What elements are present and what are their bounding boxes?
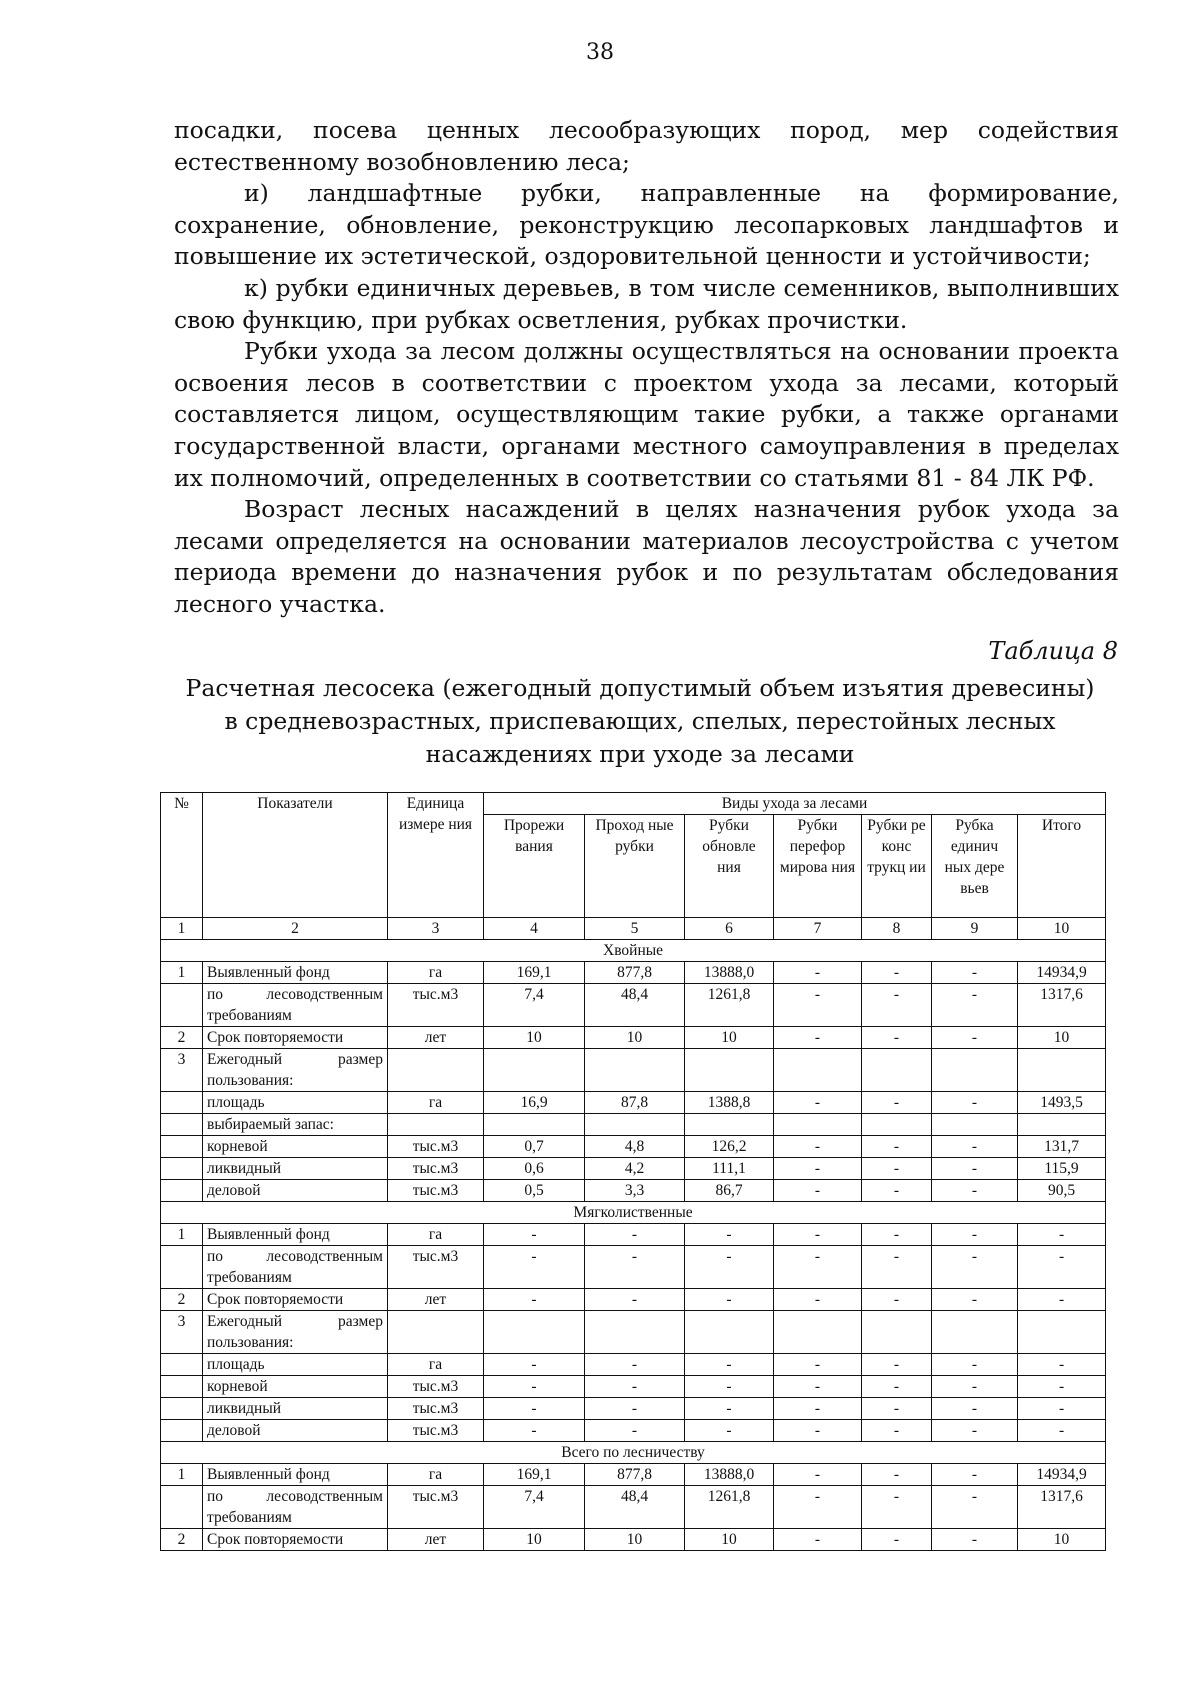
row-reformation: - [774, 1398, 862, 1420]
row-total: 1317,6 [1018, 1486, 1106, 1529]
row-single-trees [932, 1311, 1018, 1354]
row-passage [585, 1049, 685, 1092]
row-reformation: - [774, 1027, 862, 1049]
row-renewal: 13888,0 [685, 1464, 774, 1486]
row-thinning: - [484, 1246, 585, 1289]
table-row [161, 1114, 1106, 1136]
row-unit: тыс.м3 [388, 1376, 484, 1398]
row-reformation: - [774, 1246, 862, 1289]
row-single-trees: - [932, 1180, 1018, 1202]
row-renewal: 86,7 [685, 1180, 774, 1202]
row-passage: - [585, 1376, 685, 1398]
table-row [161, 1376, 1106, 1398]
row-unit: га [388, 1354, 484, 1376]
table-label: Таблица 8 [988, 637, 1118, 665]
row-unit: га [388, 1464, 484, 1486]
paragraph: и) ландшафтные рубки, направленные на формирование, сохранение, обновление, реконструкцию лесопарковых ландшафтов и повышение их эстетической, оздоровительной ценности и устойчивости; [174, 179, 1119, 271]
row-indicator: площадь [203, 1354, 388, 1376]
row-passage: - [585, 1420, 685, 1442]
row-thinning: 169,1 [484, 962, 585, 984]
row-reformation: - [774, 1136, 862, 1158]
row-reformation: - [774, 1158, 862, 1180]
row-indicator: деловой [203, 1420, 388, 1442]
row-passage: 10 [585, 1027, 685, 1049]
row-reconstruction: - [862, 1529, 932, 1551]
row-single-trees: - [932, 962, 1018, 984]
row-indicator: ликвидный [203, 1398, 388, 1420]
row-indicator: Срок повторяемости [203, 1289, 388, 1311]
row-passage: 87,8 [585, 1092, 685, 1114]
row-renewal: 13888,0 [685, 962, 774, 984]
row-num: 3 [161, 1311, 203, 1354]
row-unit: лет [388, 1289, 484, 1311]
forest-cutting-table [160, 792, 1106, 1551]
row-num [161, 1158, 203, 1180]
row-num: 2 [161, 1289, 203, 1311]
column-number: 3 [388, 918, 484, 940]
body-text [174, 115, 1119, 621]
row-thinning: 16,9 [484, 1092, 585, 1114]
table-title [160, 672, 1120, 771]
column-number: 7 [774, 918, 862, 940]
row-unit [388, 1114, 484, 1136]
row-num: 1 [161, 962, 203, 984]
row-reformation: - [774, 1092, 862, 1114]
row-num: 1 [161, 1464, 203, 1486]
row-thinning: 0,5 [484, 1180, 585, 1202]
row-single-trees: - [932, 1464, 1018, 1486]
row-passage: 4,2 [585, 1158, 685, 1180]
table-row [161, 1289, 1106, 1311]
row-reformation [774, 1049, 862, 1092]
row-thinning: 7,4 [484, 1486, 585, 1529]
table-row [161, 1092, 1106, 1114]
row-num: 1 [161, 1224, 203, 1246]
row-total: 14934,9 [1018, 962, 1106, 984]
row-reconstruction: - [862, 1246, 932, 1289]
row-total: - [1018, 1398, 1106, 1420]
row-total: - [1018, 1224, 1106, 1246]
row-num [161, 1486, 203, 1529]
row-single-trees: - [932, 1529, 1018, 1551]
row-reconstruction: - [862, 1136, 932, 1158]
table-row [161, 1311, 1106, 1354]
header-col-renewal: Рубки обновле ния [685, 815, 774, 918]
row-passage: 3,3 [585, 1180, 685, 1202]
row-reformation: - [774, 1464, 862, 1486]
header-col-total: Итого [1018, 815, 1106, 918]
row-passage [585, 1114, 685, 1136]
row-total: 90,5 [1018, 1180, 1106, 1202]
row-thinning [484, 1114, 585, 1136]
row-single-trees: - [932, 1420, 1018, 1442]
paragraph: посадки, посева ценных лесообразующих пород, мер содействия естественному возобновлению леса; [174, 116, 1119, 176]
row-unit: тыс.м3 [388, 1420, 484, 1442]
table-row [161, 1136, 1106, 1158]
section-title: Всего по лесничеству [161, 1442, 1106, 1464]
row-single-trees: - [932, 1486, 1018, 1529]
column-number: 9 [932, 918, 1018, 940]
row-unit: тыс.м3 [388, 984, 484, 1027]
row-thinning: - [484, 1376, 585, 1398]
row-unit: га [388, 962, 484, 984]
row-num [161, 1420, 203, 1442]
row-indicator: Выявленный фонд [203, 1464, 388, 1486]
row-indicator: выбираемый запас: [203, 1114, 388, 1136]
row-single-trees: - [932, 1398, 1018, 1420]
row-renewal [685, 1049, 774, 1092]
row-unit: тыс.м3 [388, 1398, 484, 1420]
row-unit: тыс.м3 [388, 1158, 484, 1180]
table-row [161, 1158, 1106, 1180]
row-reformation: - [774, 1486, 862, 1529]
row-reconstruction: - [862, 984, 932, 1027]
row-num: 2 [161, 1529, 203, 1551]
row-single-trees: - [932, 1224, 1018, 1246]
section-header-row [161, 940, 1106, 962]
table-row [161, 1464, 1106, 1486]
row-renewal: - [685, 1246, 774, 1289]
row-indicator: по лесоводственным требованиям [203, 1246, 388, 1289]
row-reformation: - [774, 962, 862, 984]
row-num: 2 [161, 1027, 203, 1049]
table-title-line: в средневозрастных, приспевающих, спелых, перестойных лесных [224, 707, 1056, 735]
row-reformation: - [774, 1224, 862, 1246]
row-unit: тыс.м3 [388, 1246, 484, 1289]
table-row [161, 962, 1106, 984]
column-number: 1 [161, 918, 203, 940]
row-unit: га [388, 1224, 484, 1246]
row-single-trees: - [932, 1354, 1018, 1376]
table-row [161, 1420, 1106, 1442]
row-thinning: 169,1 [484, 1464, 585, 1486]
row-thinning: 10 [484, 1027, 585, 1049]
row-passage: 877,8 [585, 1464, 685, 1486]
column-number-row [161, 918, 1106, 940]
row-indicator: Ежегодный размер пользования: [203, 1311, 388, 1354]
row-num [161, 1354, 203, 1376]
row-renewal: 126,2 [685, 1136, 774, 1158]
row-total: - [1018, 1246, 1106, 1289]
row-passage: 4,8 [585, 1136, 685, 1158]
row-thinning: 0,7 [484, 1136, 585, 1158]
row-indicator: Срок повторяемости [203, 1027, 388, 1049]
table-header-row [161, 793, 1106, 815]
row-thinning [484, 1049, 585, 1092]
row-passage: 48,4 [585, 984, 685, 1027]
header-types: Виды ухода за лесами [484, 793, 1106, 815]
row-indicator: площадь [203, 1092, 388, 1114]
row-passage: 48,4 [585, 1486, 685, 1529]
row-reconstruction: - [862, 1354, 932, 1376]
row-num [161, 1246, 203, 1289]
row-total: 131,7 [1018, 1136, 1106, 1158]
row-indicator: Ежегодный размер пользования: [203, 1049, 388, 1092]
row-renewal: - [685, 1354, 774, 1376]
row-total: 14934,9 [1018, 1464, 1106, 1486]
row-renewal: 10 [685, 1529, 774, 1551]
section-header-row [161, 1442, 1106, 1464]
row-single-trees: - [932, 1158, 1018, 1180]
row-total: - [1018, 1289, 1106, 1311]
row-num [161, 1398, 203, 1420]
row-single-trees [932, 1114, 1018, 1136]
row-reconstruction: - [862, 1158, 932, 1180]
table-title-line: Расчетная лесосека (ежегодный допустимый объем изъятия древесины) [185, 674, 1095, 702]
row-renewal: - [685, 1420, 774, 1442]
row-passage: - [585, 1354, 685, 1376]
row-single-trees [932, 1049, 1018, 1092]
row-thinning: 10 [484, 1529, 585, 1551]
row-total: 10 [1018, 1027, 1106, 1049]
row-num: 3 [161, 1049, 203, 1092]
row-thinning: - [484, 1420, 585, 1442]
row-unit: га [388, 1092, 484, 1114]
table-row [161, 1529, 1106, 1551]
row-unit: лет [388, 1027, 484, 1049]
row-indicator: корневой [203, 1136, 388, 1158]
row-total: - [1018, 1420, 1106, 1442]
row-num [161, 1180, 203, 1202]
row-reconstruction: - [862, 1420, 932, 1442]
row-passage [585, 1311, 685, 1354]
row-passage: 877,8 [585, 962, 685, 984]
row-reconstruction: - [862, 1376, 932, 1398]
row-unit: тыс.м3 [388, 1180, 484, 1202]
table-title-line: насаждениях при уходе за лесами [425, 740, 855, 768]
row-reconstruction [862, 1114, 932, 1136]
row-renewal: 111,1 [685, 1158, 774, 1180]
row-total: 1493,5 [1018, 1092, 1106, 1114]
column-number: 8 [862, 918, 932, 940]
row-single-trees: - [932, 1289, 1018, 1311]
row-total: - [1018, 1354, 1106, 1376]
table-row [161, 1049, 1106, 1092]
paragraph: Возраст лесных насаждений в целях назначения рубок ухода за лесами определяется на основании материалов лесоустройства с учетом периода времени до назначения рубок и по результатам обследования лесного участка. [174, 495, 1119, 618]
row-reformation: - [774, 1420, 862, 1442]
row-indicator: ликвидный [203, 1158, 388, 1180]
row-num [161, 1114, 203, 1136]
row-total: 10 [1018, 1529, 1106, 1551]
row-passage: - [585, 1224, 685, 1246]
row-unit [388, 1049, 484, 1092]
row-total: - [1018, 1376, 1106, 1398]
row-renewal: 10 [685, 1027, 774, 1049]
row-reconstruction: - [862, 1180, 932, 1202]
row-indicator: Выявленный фонд [203, 1224, 388, 1246]
row-passage: 10 [585, 1529, 685, 1551]
row-renewal [685, 1114, 774, 1136]
row-indicator: корневой [203, 1376, 388, 1398]
column-number: 6 [685, 918, 774, 940]
row-reconstruction: - [862, 1398, 932, 1420]
row-passage: - [585, 1398, 685, 1420]
row-renewal: - [685, 1376, 774, 1398]
row-reconstruction: - [862, 962, 932, 984]
row-single-trees: - [932, 1376, 1018, 1398]
table-row [161, 1246, 1106, 1289]
table-row [161, 1180, 1106, 1202]
table-row [161, 984, 1106, 1027]
row-num [161, 1376, 203, 1398]
row-thinning: - [484, 1224, 585, 1246]
table-row [161, 1354, 1106, 1376]
header-col-passage: Проход ные рубки [585, 815, 685, 918]
row-unit [388, 1311, 484, 1354]
header-unit: Единица измере ния [388, 793, 484, 918]
row-renewal: - [685, 1224, 774, 1246]
section-title: Хвойные [161, 940, 1106, 962]
row-total: 1317,6 [1018, 984, 1106, 1027]
section-header-row [161, 1202, 1106, 1224]
row-thinning [484, 1311, 585, 1354]
row-renewal: - [685, 1289, 774, 1311]
row-reconstruction [862, 1049, 932, 1092]
table-body [161, 793, 1106, 1551]
row-unit: лет [388, 1529, 484, 1551]
row-num [161, 1136, 203, 1158]
row-total [1018, 1049, 1106, 1092]
column-number: 10 [1018, 918, 1106, 940]
row-single-trees: - [932, 1027, 1018, 1049]
row-single-trees: - [932, 984, 1018, 1027]
header-indicators: Показатели [203, 793, 388, 918]
row-indicator: по лесоводственным требованиям [203, 984, 388, 1027]
row-total [1018, 1114, 1106, 1136]
row-renewal: 1261,8 [685, 1486, 774, 1529]
row-renewal [685, 1311, 774, 1354]
row-num [161, 984, 203, 1027]
row-reformation: - [774, 1180, 862, 1202]
row-thinning: - [484, 1398, 585, 1420]
row-indicator: по лесоводственным требованиям [203, 1486, 388, 1529]
table-row [161, 1398, 1106, 1420]
row-total [1018, 1311, 1106, 1354]
table-row [161, 1027, 1106, 1049]
section-title: Мягколиственные [161, 1202, 1106, 1224]
row-indicator: деловой [203, 1180, 388, 1202]
row-single-trees: - [932, 1136, 1018, 1158]
header-col-reformation: Рубки перефор мирова ния [774, 815, 862, 918]
row-indicator: Выявленный фонд [203, 962, 388, 984]
row-thinning: 0,6 [484, 1158, 585, 1180]
row-thinning: - [484, 1354, 585, 1376]
row-passage: - [585, 1289, 685, 1311]
column-number: 2 [203, 918, 388, 940]
row-reformation: - [774, 1529, 862, 1551]
column-number: 5 [585, 918, 685, 940]
row-reconstruction: - [862, 1289, 932, 1311]
row-reconstruction: - [862, 1486, 932, 1529]
row-reconstruction: - [862, 1092, 932, 1114]
row-single-trees: - [932, 1092, 1018, 1114]
row-renewal: 1261,8 [685, 984, 774, 1027]
header-col-single-trees: Рубка единич ных дере вьев [932, 815, 1018, 918]
row-renewal: 1388,8 [685, 1092, 774, 1114]
row-reformation: - [774, 1289, 862, 1311]
paragraph: Рубки ухода за лесом должны осуществляться на основании проекта освоения лесов в соответствии с проектом ухода за лесами, который составляется лицом, осуществляющим такие рубки, а также органами государственной власти, органами местного самоуправления в пределах их полномочий, определенных в соответствии со статьями 81 - 84 ЛК РФ. [174, 337, 1119, 492]
row-total: 115,9 [1018, 1158, 1106, 1180]
row-passage: - [585, 1246, 685, 1289]
row-thinning: 7,4 [484, 984, 585, 1027]
row-reconstruction: - [862, 1464, 932, 1486]
row-reformation [774, 1311, 862, 1354]
row-unit: тыс.м3 [388, 1136, 484, 1158]
header-col-thinning: Прорежи вания [484, 815, 585, 918]
row-reformation: - [774, 1354, 862, 1376]
row-reconstruction [862, 1311, 932, 1354]
row-reformation: - [774, 984, 862, 1027]
header-col-reconstruction: Рубки ре конс трукц ии [862, 815, 932, 918]
row-reformation [774, 1114, 862, 1136]
page-number: 38 [586, 40, 614, 65]
row-num [161, 1092, 203, 1114]
table-row [161, 1486, 1106, 1529]
row-single-trees: - [932, 1246, 1018, 1289]
table-row [161, 1224, 1106, 1246]
header-num: № [161, 793, 203, 918]
row-reconstruction: - [862, 1224, 932, 1246]
row-reconstruction: - [862, 1027, 932, 1049]
row-indicator: Срок повторяемости [203, 1529, 388, 1551]
row-thinning: - [484, 1289, 585, 1311]
column-number: 4 [484, 918, 585, 940]
row-unit: тыс.м3 [388, 1486, 484, 1529]
row-reformation: - [774, 1376, 862, 1398]
paragraph: к) рубки единичных деревьев, в том числе семенников, выполнивших свою функцию, при рубках осветления, рубках прочистки. [174, 273, 1119, 334]
row-renewal: - [685, 1398, 774, 1420]
